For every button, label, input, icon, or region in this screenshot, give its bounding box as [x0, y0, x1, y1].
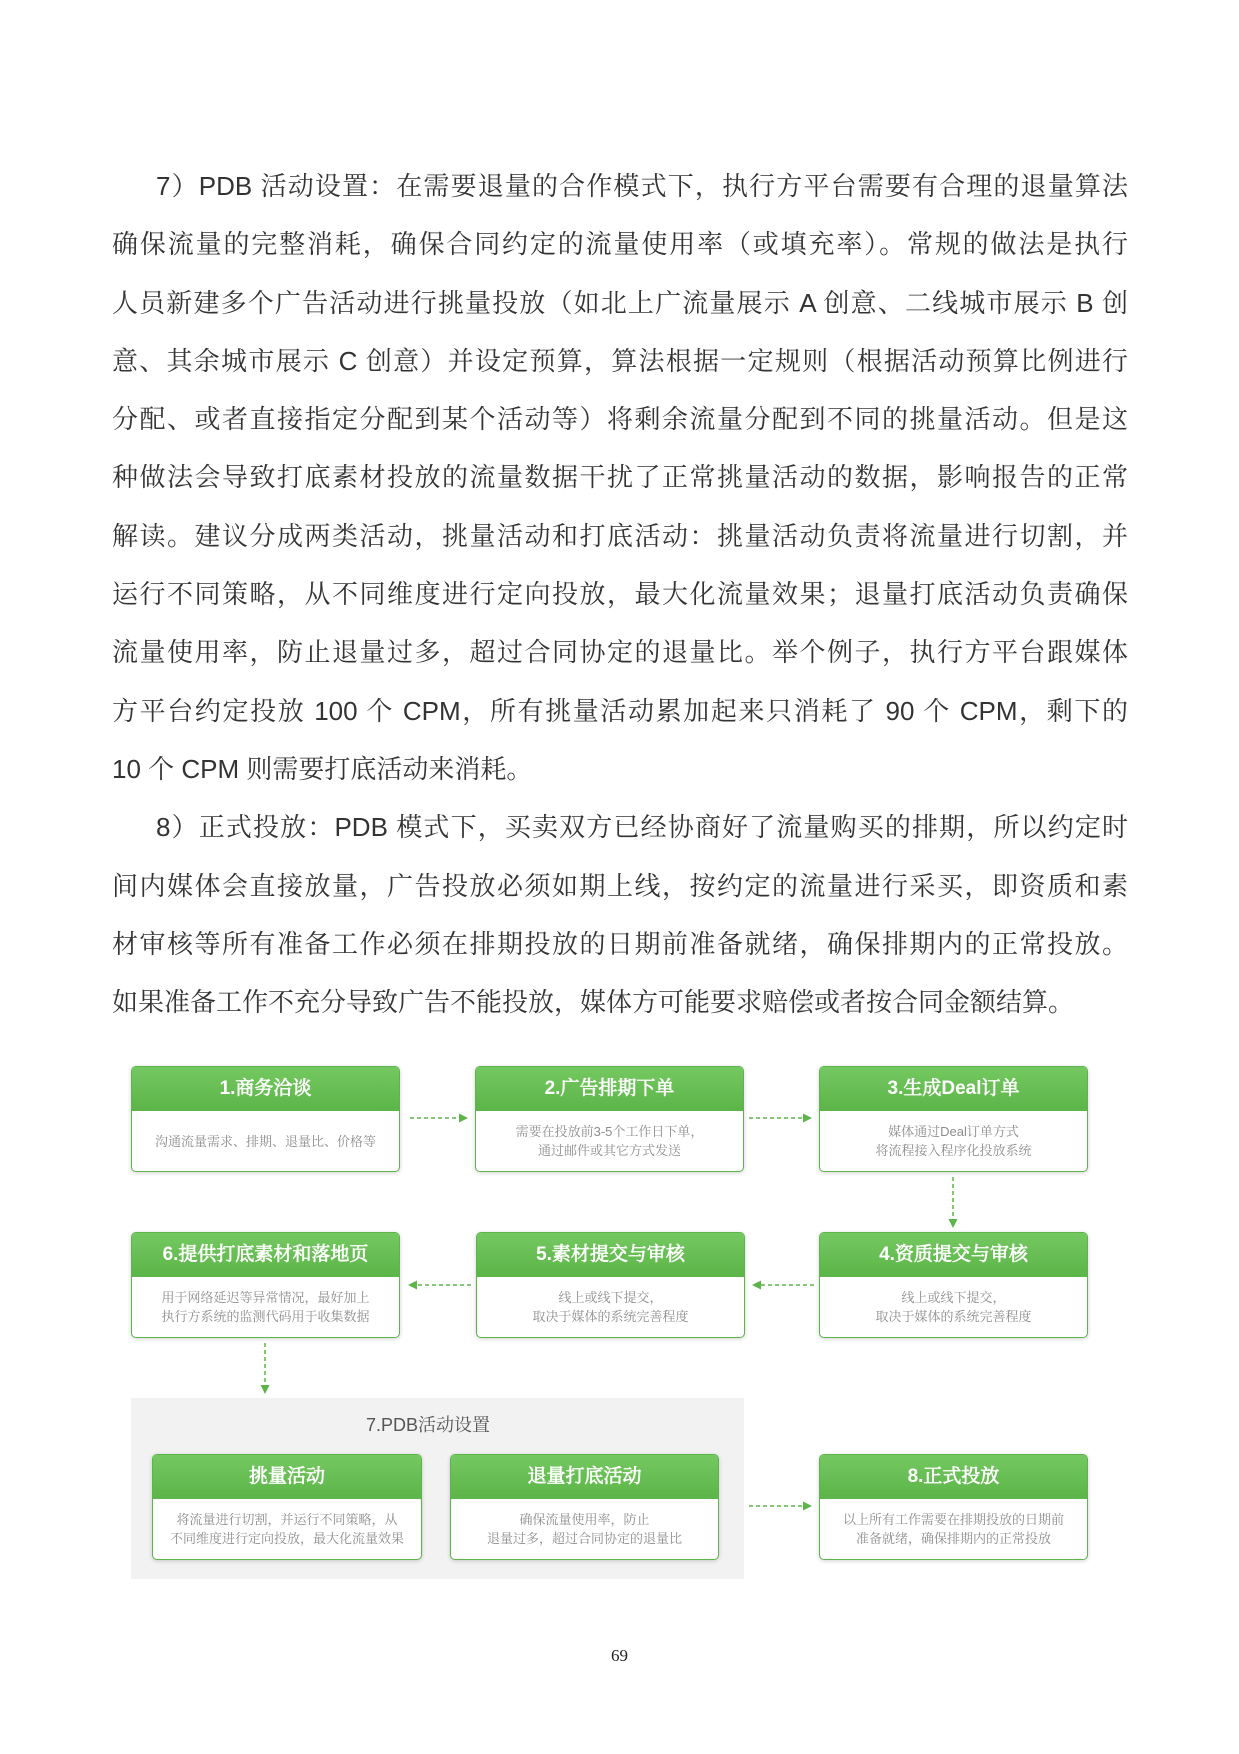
flow-step-3-generate-deal-order	[819, 1066, 1088, 1172]
description-line: 沟通流量需求、排期、退量比、价格等	[154, 1133, 376, 1149]
arrow-step1-to-step2	[410, 1114, 468, 1123]
flow-step-description	[477, 1277, 744, 1337]
arrow-step5-to-step6	[408, 1281, 471, 1290]
description-line: 将流程接入程序化投放系统	[875, 1143, 1032, 1158]
flow-step-title: 1.商务洽谈	[132, 1067, 399, 1111]
flow-step-8-formal-delivery	[819, 1454, 1088, 1560]
flow-step-description	[820, 1277, 1087, 1337]
description-line: 不同维度进行定向投放，最大化流量效果	[169, 1531, 404, 1546]
arrow-step2-to-step3	[749, 1114, 812, 1123]
description-line: 退量过多，超过合同协定的退量比	[486, 1531, 682, 1546]
body-line: 7）PDB 活动设置：在需要退量的合作模式下，执行方平台需要有合理的退量算法	[156, 171, 1128, 201]
body-line: 流量使用率，防止退量过多，超过合同协定的退量比。举个例子，执行方平台跟媒体	[112, 637, 1128, 668]
paragraph-8-formal-delivery	[112, 798, 1128, 1031]
description-line: 线上或线下提交，	[901, 1290, 1006, 1305]
body-line: 8）正式投放：PDB 模式下，买卖双方已经协商好了流量购买的排期，所以约定时	[156, 812, 1128, 843]
arrow-step4-to-step5	[752, 1281, 814, 1290]
description-line: 准备就绪，确保排期内的正常投放	[855, 1531, 1051, 1546]
body-line: 间内媒体会直接放量，广告投放必须如期上线，按约定的流量进行采买，即资质和素	[112, 870, 1128, 901]
description-line: 确保流量使用率，防止	[519, 1512, 650, 1527]
description-line: 取决于媒体的系统完善程度	[875, 1309, 1032, 1324]
flow-step-2-ad-schedule-order	[475, 1066, 744, 1172]
flow-step-description	[476, 1111, 743, 1171]
description-line: 媒体通过Deal订单方式	[888, 1124, 1019, 1139]
body-line: 解读。建议分成两类活动，挑量活动和打底活动：挑量活动负责将流量进行切割，并	[112, 520, 1128, 551]
body-line: 如果准备工作不充分导致广告不能投放，媒体方可能要求赔偿或者按合同金额结算。	[112, 987, 1075, 1018]
body-line: 方平台约定投放 100 个 CPM，所有挑量活动累加起来只消耗了 90 个 CPM，剩下的	[112, 695, 1128, 726]
flow-step-title: 2.广告排期下单	[476, 1067, 743, 1111]
description-line: 执行方系统的监测代码用于收集数据	[161, 1309, 370, 1324]
body-line: 分配、或者直接指定分配到某个活动等）将剩余流量分配到不同的挑量活动。但是这	[112, 404, 1128, 435]
flow-step-title: 6.提供打底素材和落地页	[132, 1233, 399, 1277]
flow-step-5-creative-review	[476, 1232, 745, 1338]
flow-step-1-business-negotiation	[131, 1066, 400, 1172]
flow-step-title: 退量打底活动	[451, 1455, 718, 1499]
paragraph-7-pdb-campaign-setup	[112, 157, 1128, 798]
body-line: 种做法会导致打底素材投放的流量数据干扰了正常挑量活动的数据，影响报告的正常	[112, 462, 1128, 493]
description-line: 以上所有工作需要在排期投放的日期前	[842, 1512, 1064, 1527]
flow-step-title: 3.生成Deal订单	[820, 1067, 1087, 1111]
description-line: 用于网络延迟等异常情况，最好加上	[161, 1290, 370, 1305]
flow-step-description	[820, 1499, 1087, 1559]
arrow-step6-to-step7	[261, 1343, 270, 1394]
flow-step-4-qualification-review	[819, 1232, 1088, 1338]
flow-step-title: 4.资质提交与审核	[820, 1233, 1087, 1277]
page-number: 69	[611, 1646, 628, 1665]
body-line: 运行不同策略，从不同维度进行定向投放，最大化流量效果；退量打底活动负责确保	[112, 579, 1128, 610]
body-line: 材审核等所有准备工作必须在排期投放的日期前准备就绪，确保排期内的正常投放。	[112, 928, 1128, 959]
flow-step-description	[132, 1277, 399, 1337]
arrow-step7-to-step8	[749, 1502, 812, 1511]
flow-step-title: 5.素材提交与审核	[477, 1233, 744, 1277]
body-line: 人员新建多个广告活动进行挑量投放（如北上广流量展示 A 创意、二线城市展示 B 创	[112, 287, 1128, 318]
body-line: 确保流量的完整消耗，确保合同约定的流量使用率（或填充率）。常规的做法是执行	[112, 229, 1128, 260]
flow-step-6-fallback-creative-landing-page	[131, 1232, 400, 1338]
body-text	[112, 157, 1128, 1031]
body-line: 10 个 CPM 则需要打底活动来消耗。	[112, 753, 533, 784]
flow-step-7-pick-campaign	[152, 1454, 422, 1560]
group-label: 7.PDB活动设置	[365, 1415, 491, 1435]
description-line: 线上或线下提交，	[558, 1290, 663, 1305]
arrow-step3-to-step4	[949, 1177, 958, 1228]
flow-step-7-pdb-campaign-setup-group	[131, 1398, 744, 1579]
description-line: 通过邮件或其它方式发送	[537, 1143, 681, 1158]
description-line: 将流量进行切割，并运行不同策略，从	[176, 1512, 398, 1527]
flow-step-description	[451, 1499, 718, 1559]
flow-step-title: 挑量活动	[153, 1455, 421, 1499]
flow-step-title: 8.正式投放	[820, 1455, 1087, 1499]
flow-step-description	[132, 1111, 399, 1171]
flow-step-7-fallback-campaign	[450, 1454, 719, 1560]
description-line: 取决于媒体的系统完善程度	[532, 1309, 689, 1324]
body-line: 意、其余城市展示 C 创意）并设定预算，算法根据一定规则（根据活动预算比例进行	[112, 345, 1128, 376]
flow-step-description	[153, 1499, 421, 1559]
flow-step-description	[820, 1111, 1087, 1171]
description-line: 需要在投放前3-5个工作日下单，	[515, 1124, 704, 1139]
